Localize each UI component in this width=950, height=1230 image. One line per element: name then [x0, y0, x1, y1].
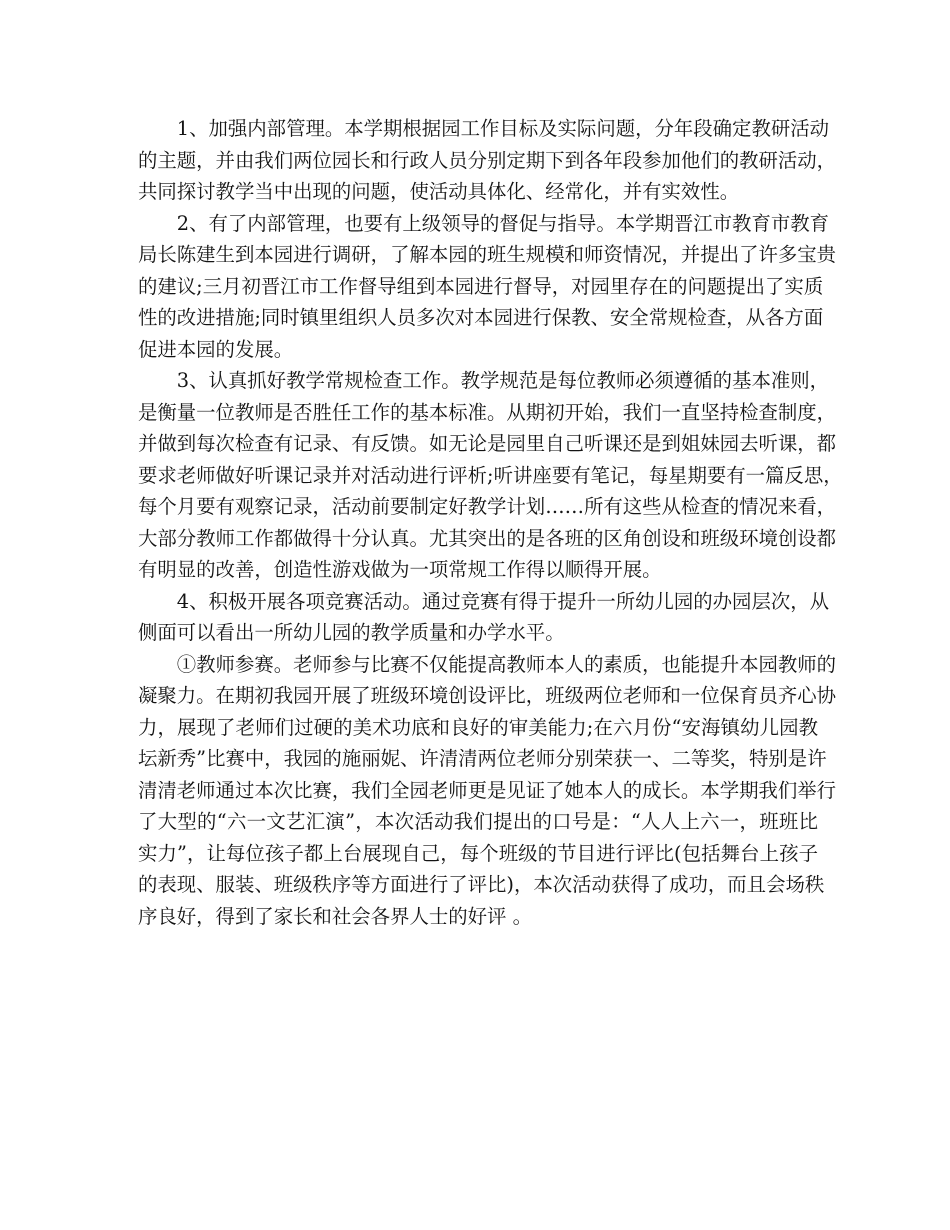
paragraph-2	[138, 208, 837, 366]
text-line: 清清老师通过本次比赛，我们全园老师更是见证了她本人的成长。本学期我们举行	[138, 778, 837, 802]
text-line: 局长陈建生到本园进行调研，了解本园的班生规模和师资情况，并提出了许多宝贵	[138, 243, 837, 266]
text-line: 促进本园的发展。	[138, 337, 294, 361]
text-line: 4、积极开展各项竞赛活动。通过竞赛有得于提升一所幼儿园的办园层次，从	[138, 589, 830, 613]
text-line: 侧面可以看出一所幼儿园的教学质量和办学水平。	[138, 621, 565, 644]
text-line: 性的改进措施;同时镇里组织人员多次对本园进行保教、安全常规检查，从各方面	[138, 306, 824, 329]
text-line: 的建议;三月初晋江市工作督导组到本园进行督导，对园里存在的问题提出了实质	[138, 274, 824, 298]
text-line: 1、加强内部管理。本学期根据园工作目标及实际问题，分年段确定教研活动	[138, 117, 830, 140]
text-line: 实力”，让每位孩子都上台展现自己，每个班级的节目进行评比(包括舞台上孩子	[138, 841, 818, 865]
text-line: 3、认真抓好教学常规检查工作。教学规范是每位教师必须遵循的基本准则，	[138, 369, 830, 392]
text-line: 并做到每次检查有记录、有反馈。如无论是园里自己听课还是到姐妹园去听课，都	[138, 432, 837, 455]
text-line: 2、有了内部管理，也要有上级领导的督促与指导。本学期晋江市教育市教育	[138, 211, 830, 235]
text-line: 力，展现了老师们过硬的美术功底和良好的审美能力;在六月份“安海镇幼儿园教	[138, 715, 818, 739]
text-line: 是衡量一位教师是否胜任工作的基本标准。从期初开始，我们一直坚持检查制度，	[138, 400, 837, 424]
paragraph-4	[138, 586, 830, 649]
text-line: 坛新秀”比赛中，我园的施丽妮、许清清两位老师分别荣获一、二等奖，特别是许	[138, 747, 827, 770]
document-body	[138, 113, 843, 932]
paragraph-3	[138, 365, 843, 586]
text-line: 凝聚力。在期初我园开展了班级环境创设评比，班级两位老师和一位保育员齐心协	[138, 684, 837, 707]
text-line: 的主题，并由我们两位园长和行政人员分别定期下到各年段参加他们的教研活动，	[138, 148, 837, 172]
text-line: 有明显的改善，创造性游戏做为一项常规工作得以顺得开展。	[138, 558, 662, 581]
text-line: 每个月要有观察记录，活动前要制定好教学计划……所有这些从检查的情况来看，	[138, 495, 837, 518]
text-line: 的表现、服装、班级秩序等方面进行了评比)，本次活动获得了成功，而且会场秩	[138, 873, 825, 896]
text-line: 了大型的“六一文艺汇演”，本次活动我们提出的口号是：“人人上六一，班班比	[138, 810, 818, 833]
text-line: ①教师参赛。老师参与比赛不仅能提高教师本人的素质，也能提升本园教师的	[138, 652, 837, 676]
text-line: 序良好，得到了家长和社会各界人士的好评 。	[138, 904, 532, 928]
text-line: 要求老师做好听课记录并对活动进行评析;听讲座要有笔记，每星期要有一篇反思，	[138, 463, 843, 487]
paragraph-5	[138, 649, 837, 933]
paragraph-1	[138, 113, 837, 208]
text-line: 共同探讨教学当中出现的问题，使活动具体化、经常化，并有实效性。	[138, 180, 740, 203]
text-line: 大部分教师工作都做得十分认真。尤其突出的是各班的区角创设和班级环境创设都	[138, 526, 837, 550]
